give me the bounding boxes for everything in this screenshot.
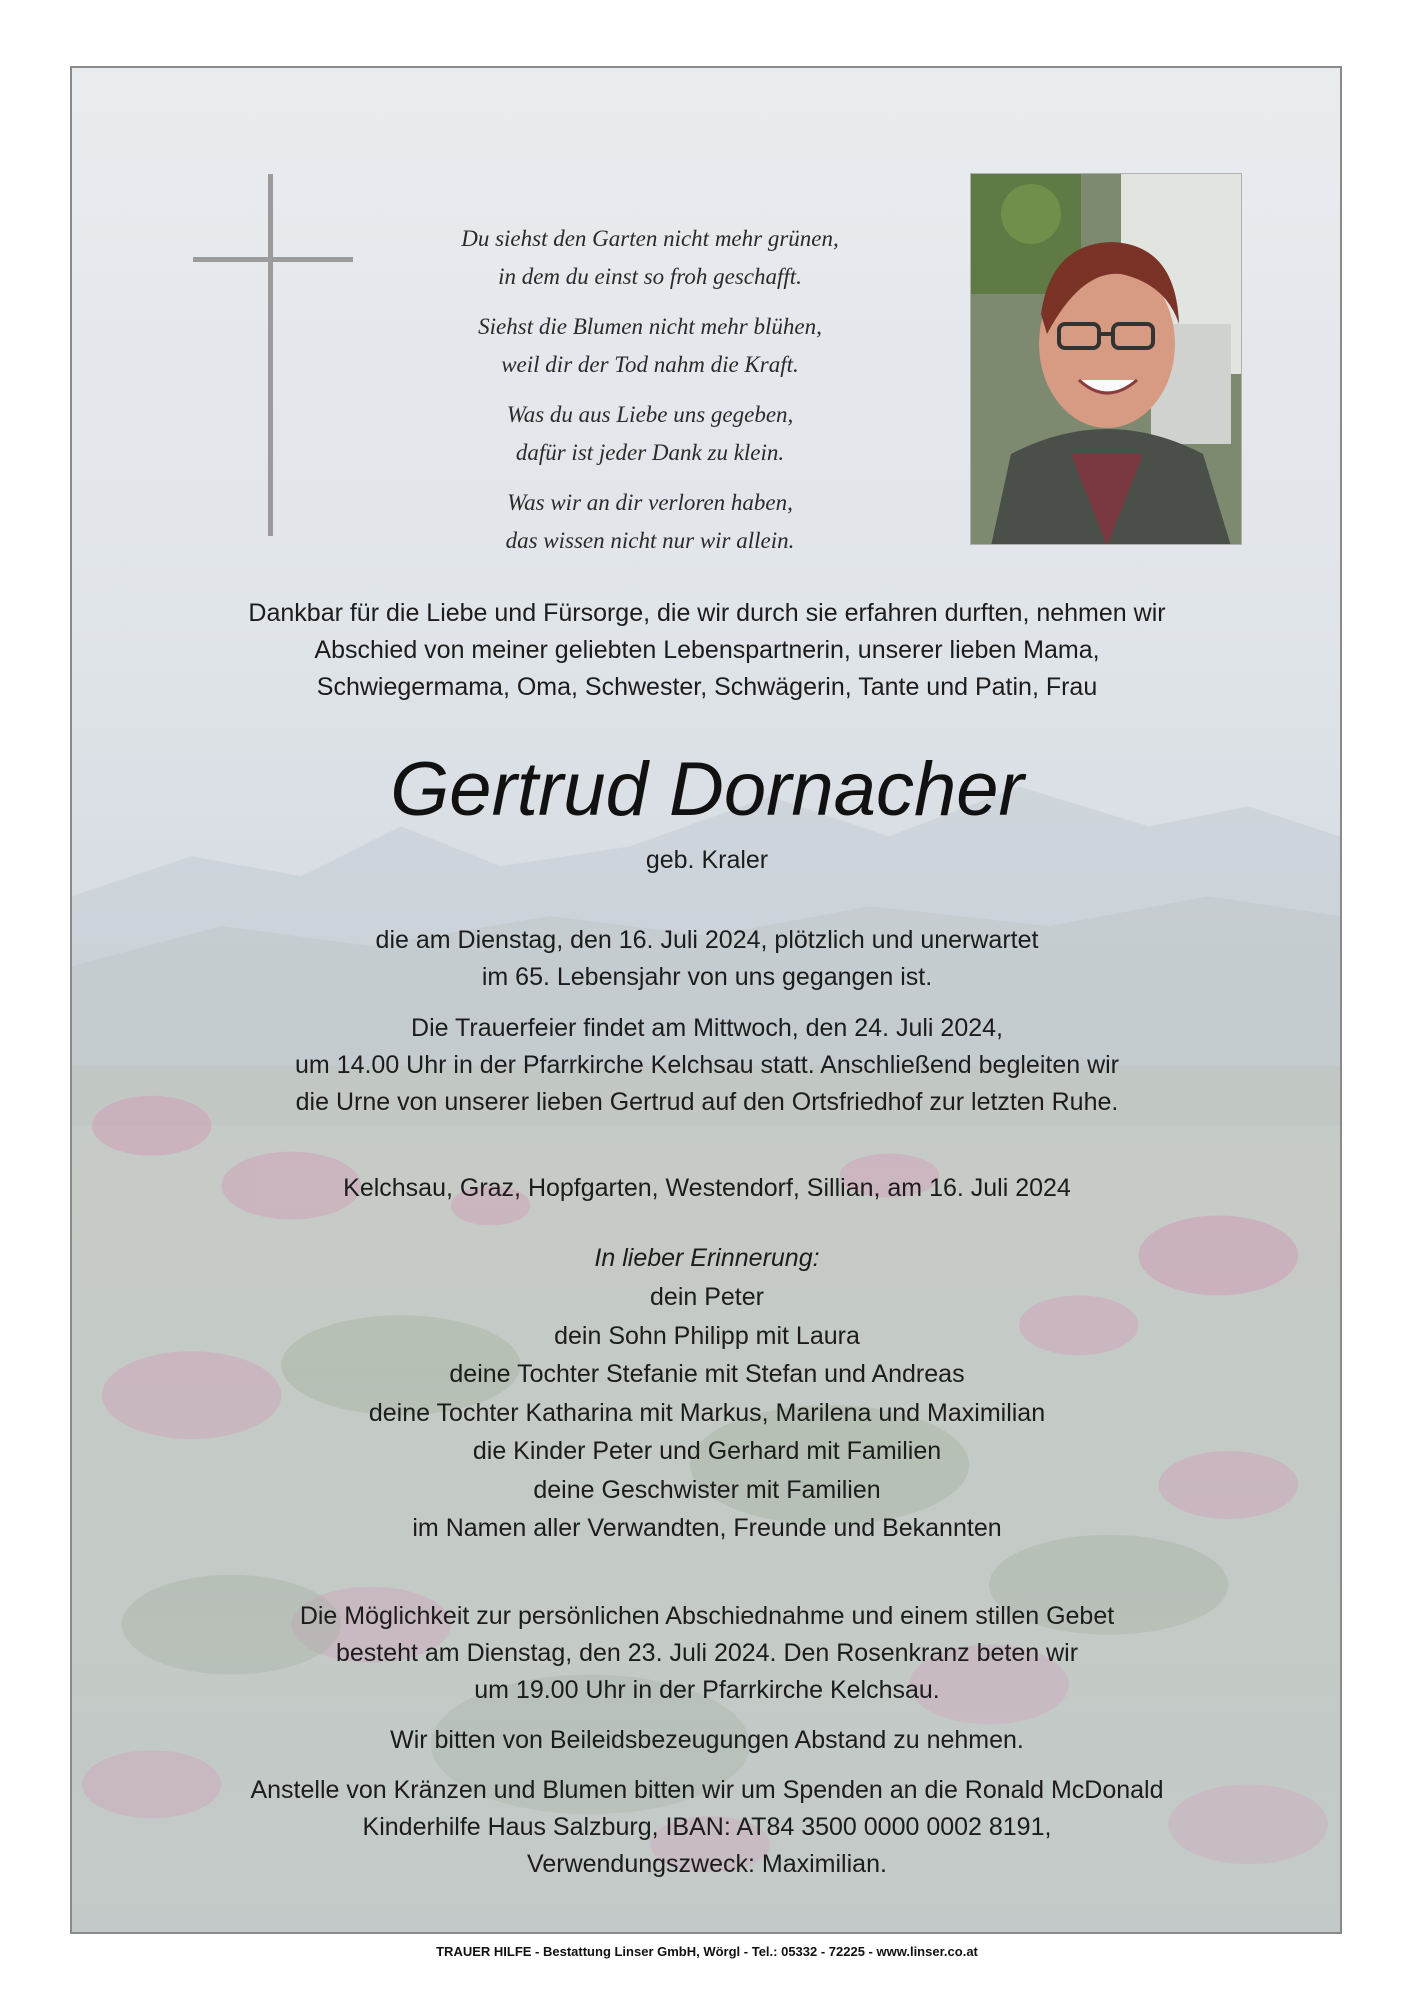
donation-info: [0, 1772, 1414, 1883]
poem-line: das wissen nicht nur wir allein.: [505, 528, 795, 553]
funeral-line: Die Trauerfeier findet am Mittwoch, den 24. Juli 2024,: [411, 1014, 1003, 1042]
mourner-line: dein Sohn Philipp mit Laura: [554, 1321, 860, 1350]
intro-line: Dankbar für die Liebe und Fürsorge, die wir durch sie erfahren durften, nehmen wir: [248, 599, 1166, 627]
cross-icon-bar: [193, 257, 353, 262]
funeral-info: [0, 1010, 1414, 1121]
intro-line: Abschied von meiner geliebten Lebenspartnerin, unserer lieben Mama,: [314, 636, 1100, 664]
cross-icon: [268, 174, 273, 536]
death-line: im 65. Lebensjahr von uns gegangen ist.: [481, 963, 933, 991]
death-notice: [0, 922, 1414, 996]
poem-stanza: [340, 220, 960, 296]
memorial-poem: [340, 220, 960, 572]
mourners-list: [0, 1278, 1414, 1548]
mourner-line: im Namen aller Verwandten, Freunde und Bekannten: [412, 1514, 1002, 1542]
condolences-note: Wir bitten von Beileidsbezeugungen Abstand zu nehmen.: [390, 1726, 1024, 1754]
farewell-line: besteht am Dienstag, den 23. Juli 2024. Den Rosenkranz beten wir: [335, 1639, 1079, 1667]
poem-line: in dem du einst so froh geschafft.: [498, 264, 802, 289]
poem-stanza: [340, 308, 960, 384]
deceased-name: Gertrud Dornacher: [390, 747, 1024, 832]
poem-line: Was du aus Liebe uns gegeben,: [506, 402, 794, 427]
funeral-line: um 14.00 Uhr in der Pfarrkirche Kelchsau statt. Anschließend begleiten wir: [294, 1051, 1120, 1079]
death-line: die am Dienstag, den 16. Juli 2024, plötzlich und unerwartet: [375, 926, 1039, 954]
mourner-line: die Kinder Peter und Gerhard mit Familien: [472, 1437, 942, 1465]
footer-imprint: TRAUER HILFE - Bestattung Linser GmbH, Wörgl - Tel.: 05332 - 72225 - www.linser.co.at: [436, 1944, 978, 1959]
poem-stanza: [340, 396, 960, 472]
maiden-name: geb. Kraler: [645, 846, 769, 874]
mourner-line: deine Tochter Stefanie mit Stefan und Andreas: [449, 1360, 965, 1388]
poem-stanza: [340, 484, 960, 560]
donation-line: Anstelle von Kränzen und Blumen bitten wir um Spenden an die Ronald McDonald: [250, 1776, 1164, 1804]
mourner-line: dein Peter: [650, 1283, 764, 1311]
portrait-photo: [970, 173, 1242, 545]
poem-line: dafür ist jeder Dank zu klein.: [515, 440, 785, 465]
farewell-line: um 19.00 Uhr in der Pfarrkirche Kelchsau.: [474, 1676, 940, 1704]
mourner-line: deine Tochter Katharina mit Markus, Marilena und Maximilian: [368, 1398, 1046, 1427]
farewell-info: [0, 1598, 1414, 1709]
portrait-image: [971, 174, 1242, 545]
funeral-line: die Urne von unserer lieben Gertrud auf den Ortsfriedhof zur letzten Ruhe.: [295, 1088, 1119, 1116]
intro-paragraph: [0, 595, 1414, 706]
mourner-line: deine Geschwister mit Familien: [533, 1475, 881, 1504]
place-date: Kelchsau, Graz, Hopfgarten, Westendorf, Sillian, am 16. Juli 2024: [343, 1174, 1071, 1202]
farewell-line: Die Möglichkeit zur persönlichen Abschiednahme und einem stillen Gebet: [299, 1602, 1115, 1630]
poem-line: Siehst die Blumen nicht mehr blühen,: [478, 314, 822, 339]
memory-heading: In lieber Erinnerung:: [594, 1244, 820, 1272]
donation-line: Kinderhilfe Haus Salzburg, IBAN: AT84 3500 0000 0002 8191,: [362, 1813, 1052, 1841]
donation-line: Verwendungszweck: Maximilian.: [527, 1850, 887, 1878]
poem-line: Du siehst den Garten nicht mehr grünen,: [461, 226, 839, 251]
intro-line: Schwiegermama, Oma, Schwester, Schwägerin, Tante und Patin, Frau: [316, 673, 1098, 701]
poem-line: Was wir an dir verloren haben,: [507, 490, 793, 515]
poem-line: weil dir der Tod nahm die Kraft.: [501, 352, 799, 377]
